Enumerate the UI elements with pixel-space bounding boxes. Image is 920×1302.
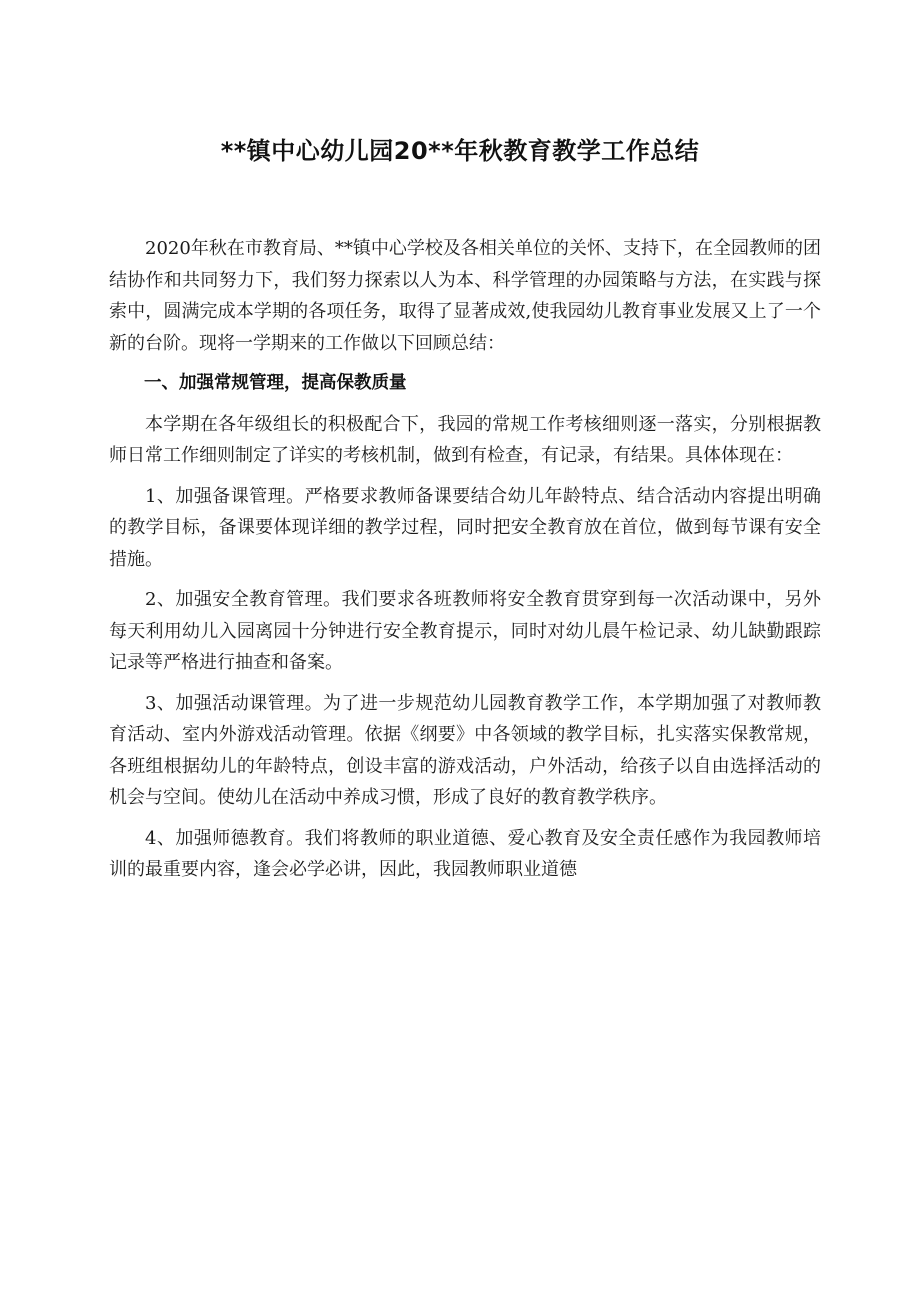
item-paragraph-3: 3、加强活动课管理。为了进一步规范幼儿园教育教学工作，本学期加强了对教师教育活动、室内外游戏活动管理。依据《纲要》中各领域的教学目标，扎实落实保教常规，各班组根据幼儿的年龄特点，创设丰富的游戏活动，户外活动，给孩子以自由选择活动的机会与空间。使幼儿在活动中养成习惯，形成了良好的教育教学秩序。 [109, 692, 821, 808]
item-paragraph-2: 2、加强安全教育管理。我们要求各班教师将安全教育贯穿到每一次活动课中，另外每天利用幼儿入园离园十分钟进行安全教育提示，同时对幼儿晨午检记录、幼儿缺勤跟踪记录等严格进行抽查和备案。 [109, 589, 821, 673]
intro-paragraph: 2020年秋在市教育局、**镇中心学校及各相关单位的关怀、支持下，在全园教师的团结协作和共同努力下，我们努力探索以人为本、科学管理的办园策略与方法，在实践与探索中，圆满完成本学期的各项任务，取得了显著成效,使我园幼儿教育事业发展又上了一个新的台阶。现将一学期来的工作做以下回顾总结： [109, 238, 821, 354]
document-body [109, 233, 821, 886]
section-intro-paragraph: 本学期在各年级组长的积极配合下，我园的常规工作考核细则逐一落实，分别根据教师日常工作细则制定了详实的考核机制，做到有检查，有记录，有结果。具体体现在： [109, 413, 821, 466]
item-paragraph-4: 4、加强师德教育。我们将教师的职业道德、爱心教育及安全责任感作为我园教师培训的最重要内容，逢会必学必讲，因此，我园教师职业道德 [109, 827, 821, 880]
section-heading: 一、加强常规管理，提高保教质量 [144, 373, 407, 393]
document-title: **镇中心幼儿园20**年秋教育教学工作总结 [220, 137, 700, 165]
item-paragraph-1: 1、加强备课管理。严格要求教师备课要结合幼儿年龄特点、结合活动内容提出明确的教学目标，备课要体现详细的教学过程，同时把安全教育放在首位，做到每节课有安全措施。 [109, 485, 821, 570]
